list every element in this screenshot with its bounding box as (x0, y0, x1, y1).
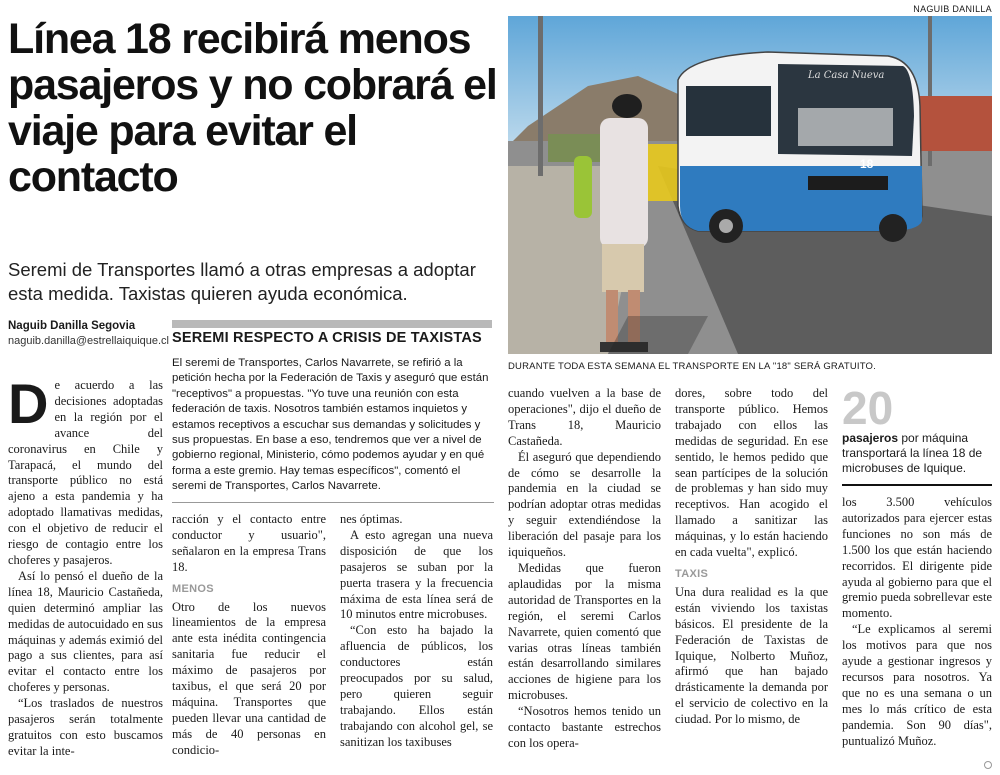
paragraph: Una dura realidad es la que están viviendo los taxistas básicos. El presidente de la Federación de Taxistas de Iquique, Nolberto Muñoz, afirmó que han bajado drásticamente la demanda por el servicio de colectivo en la ciudad. Por lo mismo, de (675, 584, 828, 727)
subtitle: Seremi de Transportes llamó a otras empresas a adoptar esta medida. Taxistas quieren ayuda económica. (8, 259, 476, 304)
paragraph: “Nosotros hemos tenido un contacto bastante estrechos con los opera- (508, 704, 661, 750)
bus-photo (508, 16, 992, 354)
headline: Línea 18 recibirá menos pasajeros y no cobrará el viaje para evitar el contacto (8, 15, 497, 201)
paragraph: “Le explicamos al seremi los motivos para que nos ayude a gestionar ingresos y recursos para nosotros. Ya que no es una semana o un mes lo más crítico de esta pandemia. Son 90 días", puntualizó Muñoz. (842, 622, 992, 748)
article-column-3 (340, 512, 493, 751)
paragraph-text: e acuerdo a las decisiones adoptadas en la región por el avance del coronavirus en Chile y Tarapacá, el mundo del transporte público no está ajeno a esta pandemia y ha adoptado llamativas medidas, con el objetivo de reducir el riesgo de contagio entre los choferes y pasajeros. (8, 378, 163, 567)
article-column-1 (8, 372, 163, 760)
paragraph: Medidas que fueron aplaudidas por la misma autoridad de Transportes en la región, el seremi Carlos Navarrete, quien comentó que varias otras líneas también están desarrollando similares acciones de higiene para los microbuses. (508, 560, 661, 703)
stat-description (842, 431, 992, 476)
bus-route-number: 18 (860, 157, 874, 171)
article-column-4 (508, 386, 661, 752)
drop-cap: D (8, 372, 49, 435)
sidebar-box-bar (172, 320, 492, 328)
section-label-menos: MENOS (172, 582, 214, 595)
paragraph: Otro de los nuevos lineamientos de la empresa ante esta inédita contingencia sanitaria fue reducir el máximo de pasajeros por taxibus, el que será 20 por máquina. Transportes que pueden llevar una cantidad de más de 40 personas en condicio- (172, 599, 326, 757)
sidebar-box-text: El seremi de Transportes, Carlos Navarrete, se refirió a la petición hecha por la Federación de Taxis y aseguró que están "receptivos" a propuestas. "Yo tuve una reunión con esta federación de taxis. Nosotros también estamos inquietos y estamos receptivos a escuchar sus demandas y solicitudes y sus propuestas. En base a eso, tendremos que ver a nivel de gobierno regional, Ministerio, cómo podemos ayudar y en qué forma a este gremio. Hay temas específicos", comentó el seremi de Transportes, Carlos Navarrete. (172, 357, 489, 493)
article-column-6 (842, 495, 992, 750)
section-label-taxis: TAXIS (675, 567, 709, 580)
article-column-5 (675, 386, 828, 728)
stat-rule (842, 484, 992, 486)
paragraph: “Con esto ha bajado la afluencia de públicos, los conductores están preocupados por su salud, pero quieren seguir trabajando. Ellos están trabajando con alcohol gel, se sanitizan los taxibuses (340, 623, 493, 749)
stat-bold: pasajeros (842, 431, 899, 445)
sidebar-box-rule (172, 502, 494, 503)
bus-sign-text: La Casa Nueva (808, 70, 885, 81)
paragraph: nes óptimas. (340, 512, 403, 526)
end-mark-icon (984, 761, 992, 769)
paragraph: Él aseguró que dependiendo de cómo se desarrolle la pandemia en la ciudad se podrían adoptar otras medidas y seguir extendiéndose la liberación del pasaje para los iquiqueños. (508, 449, 661, 560)
paragraph: racción y el contacto entre conductor y usuario", señalaron en la empresa Trans 18. (172, 512, 326, 574)
photo-credit: NAGUIB DANILLA (913, 4, 992, 14)
paragraph: “Los traslados de nuestros pasajeros serán totalmente gratuitos con esto buscamos evitar la inte- (8, 696, 163, 758)
paragraph: Así lo pensó el dueño de la línea 18, Mauricio Castañeda, quien determinó ampliar las medidas de autocuidado en sus máquinas y además eximió del pago a sus clientes, para así evitar el contacto entre los choferes y personas. (8, 568, 163, 695)
paragraph: dores, sobre todo del transporte público. Hemos trabajado con ellos las medidas de seguridad. En ese sentido, le hemos pedido que sean partícipes de la solución de problemas y han sido muy receptivos. Han acogido el llamado a sanitizar las máquinas, y lo están haciendo en cada vuelta", explicó. (675, 386, 828, 560)
bus-photo-illustration (508, 16, 992, 354)
stat-rest: por máquina transportará la línea 18 de microbuses de Iquique. (842, 431, 983, 475)
author-name: Naguib Danilla Segovia (8, 320, 136, 332)
author-email[interactable]: naguib.danilla@estrellaiquique.cl (8, 335, 169, 347)
paragraph: los 3.500 vehículos autorizados para ejercer estas funciones no son más de 1.500 los que están haciendo recorridos. El dirigente pide ayuda al gobierno para que el gremio pueda sobrellevar este momento. (842, 495, 992, 621)
stat-number: 20 (842, 382, 894, 434)
sidebar-box-title: SEREMI RESPECTO A CRISIS DE TAXISTAS (172, 330, 482, 346)
photo-caption: DURANTE TODA ESTA SEMANA EL TRANSPORTE EN LA "18" SERÁ GRATUITO. (508, 361, 876, 372)
paragraph: A esto agregan una nueva disposición de que los pasajeros se suban por la puerta trasera y la frecuencia máxima de esta línea será de 10 minutos entre microbuses. (340, 527, 493, 622)
article-column-2 (172, 512, 326, 759)
paragraph (8, 372, 163, 569)
paragraph: cuando vuelven a la base de operaciones", dijo el dueño de Trans 18, Mauricio Castañeda. (508, 386, 661, 448)
